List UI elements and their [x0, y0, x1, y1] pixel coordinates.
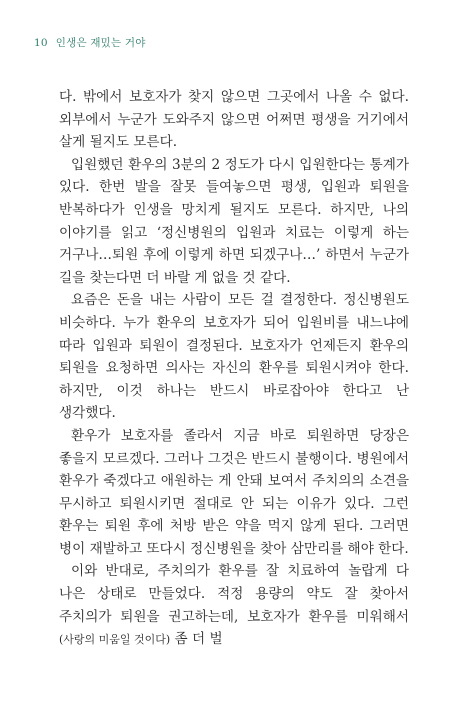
running-header	[34, 35, 146, 50]
paragraph: 요즘은 돈을 내는 사람이 모든 걸 결정한다. 정신병원도 비슷하다. 누가 환우의 보호자가 되어 입원비를 내느냐에 따라 입원과 퇴원이 결정된다. 보호자가 언제든지 환우의 퇴원을 요청하면 의사는 자신의 환우를 퇴원시켜야 한다. 하지만, 이것 하나는 반드시 바로잡아야 한다고 난 생각했다.	[59, 292, 409, 422]
paragraph-text-end: 좀 더 벌	[170, 631, 223, 648]
paragraph: 입원했던 환우의 3분의 2 정도가 다시 입원한다는 통계가 있다. 한번 발을 잘못 들여놓으면 평생, 입원과 퇴원을 반복하다가 인생을 망치게 될지도 모른다. 하지만, 나의 이야기를 읽고 ‘정신병원의 입원과 치료는 이렇게 하는 거구나…퇴원 후에 이렇게 하면 되겠구나…’ 하면서 누군가 길을 찾는다면 더 바랄 게 없을 것 같다.	[59, 156, 409, 286]
page-number: 10	[34, 37, 48, 49]
paragraph: 환우가 보호자를 졸라서 지금 바로 퇴원하면 당장은 좋을지 모르겠다. 그러나 그것은 반드시 불행이다. 병원에서 환우가 죽겠다고 애원하는 게 안돼 보여서 주치의의 소견을 무시하고 퇴원시키면 절대로 안 되는 이유가 있다. 그런 환우는 퇴원 후에 처방 받은 약을 먹지 않게 된다. 그러면 병이 재발하고 또다시 정신병원을 찾아 삼만리를 해야 한다.	[59, 427, 409, 557]
paragraph-text: 이와 반대로, 주치의가 환우를 잘 치료하여 놀랍게 다 나은 상태로 만들었다. 적정 용량의 약도 잘 찾아서 주치의가 퇴원을 권고하는데, 보호자가 환우를 미워해서	[59, 563, 409, 625]
book-title: 인생은 재밌는 거야	[55, 37, 146, 49]
parenthetical-aside: (사랑의 미움일 것이다)	[59, 633, 171, 647]
body-text	[59, 86, 409, 652]
paragraph	[59, 560, 409, 651]
paragraph: 다. 밖에서 보호자가 찾지 않으면 그곳에서 나올 수 없다. 외부에서 누군가 도와주지 않으면 어쩌면 평생을 거기에서 살게 될지도 모른다.	[59, 89, 409, 151]
